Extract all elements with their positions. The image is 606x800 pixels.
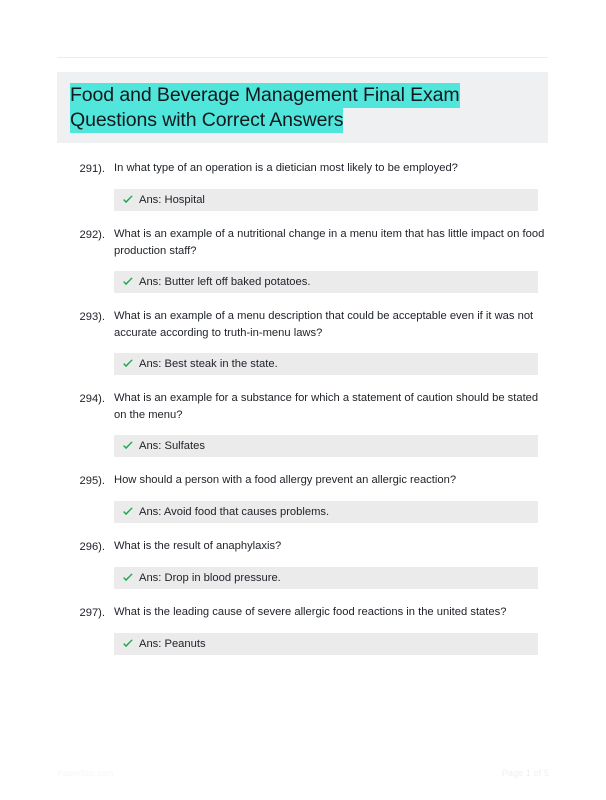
page-title-line-1: Food and Beverage Management Final Exam bbox=[70, 84, 460, 106]
question-number: 297). bbox=[79, 607, 105, 619]
question-answer-list bbox=[0, 160, 606, 670]
answer-text: Ans: Hospital bbox=[139, 194, 205, 206]
question-text: What is an example for a substance for which a statement of caution should be stated on the menu? bbox=[114, 392, 539, 421]
answer-bar bbox=[114, 271, 538, 293]
check-icon bbox=[122, 358, 134, 370]
check-icon bbox=[122, 440, 134, 452]
check-icon bbox=[122, 572, 134, 584]
answer-text: Ans: Best steak in the state. bbox=[139, 358, 278, 370]
footer-watermark: PaperStic.com bbox=[57, 768, 114, 778]
question-text: What is an example of a nutritional change in a menu item that has little impact on food production staff? bbox=[114, 228, 545, 257]
question-row bbox=[0, 226, 606, 259]
document-title-band bbox=[57, 72, 548, 143]
question-text: How should a person with a food allergy prevent an allergic reaction? bbox=[114, 474, 457, 486]
page-footer bbox=[57, 766, 549, 782]
question-text: What is the leading cause of severe allergic food reactions in the united states? bbox=[114, 606, 507, 618]
question-item bbox=[0, 472, 606, 538]
check-icon bbox=[122, 638, 134, 650]
question-number: 293). bbox=[79, 311, 105, 323]
answer-text: Ans: Sulfates bbox=[139, 440, 205, 452]
question-number: 294). bbox=[79, 393, 105, 405]
answer-text: Ans: Drop in blood pressure. bbox=[139, 572, 281, 584]
footer-page-number: Page 1 of 5 bbox=[501, 768, 549, 778]
answer-text: Ans: Peanuts bbox=[139, 638, 206, 650]
question-row bbox=[0, 472, 606, 489]
check-icon bbox=[122, 276, 134, 288]
answer-bar bbox=[114, 435, 538, 457]
question-item bbox=[0, 538, 606, 604]
question-item bbox=[0, 308, 606, 390]
question-number: 296). bbox=[79, 541, 105, 553]
question-row bbox=[0, 160, 606, 177]
answer-bar bbox=[114, 501, 538, 523]
question-row bbox=[0, 308, 606, 341]
question-item bbox=[0, 160, 606, 226]
question-text: In what type of an operation is a dietician most likely to be employed? bbox=[114, 162, 458, 174]
question-text: What is the result of anaphylaxis? bbox=[114, 540, 282, 552]
answer-bar bbox=[114, 189, 538, 211]
question-number: 291). bbox=[79, 163, 105, 175]
answer-bar bbox=[114, 353, 538, 375]
question-row bbox=[0, 604, 606, 621]
question-row bbox=[0, 390, 606, 423]
header-divider bbox=[57, 57, 548, 58]
answer-text: Ans: Avoid food that causes problems. bbox=[139, 506, 330, 518]
question-item bbox=[0, 604, 606, 670]
question-row bbox=[0, 538, 606, 555]
page-title-line-2: Questions with Correct Answers bbox=[70, 109, 344, 131]
answer-text: Ans: Butter left off baked potatoes. bbox=[139, 276, 311, 288]
check-icon bbox=[122, 194, 134, 206]
question-item bbox=[0, 226, 606, 308]
answer-bar bbox=[114, 633, 538, 655]
question-number: 295). bbox=[79, 475, 105, 487]
question-item bbox=[0, 390, 606, 472]
question-text: What is an example of a menu description that could be acceptable even if it was not accurate according to truth-in-menu laws? bbox=[114, 310, 534, 339]
page-title bbox=[70, 83, 515, 133]
answer-bar bbox=[114, 567, 538, 589]
check-icon bbox=[122, 506, 134, 518]
question-number: 292). bbox=[79, 229, 105, 241]
